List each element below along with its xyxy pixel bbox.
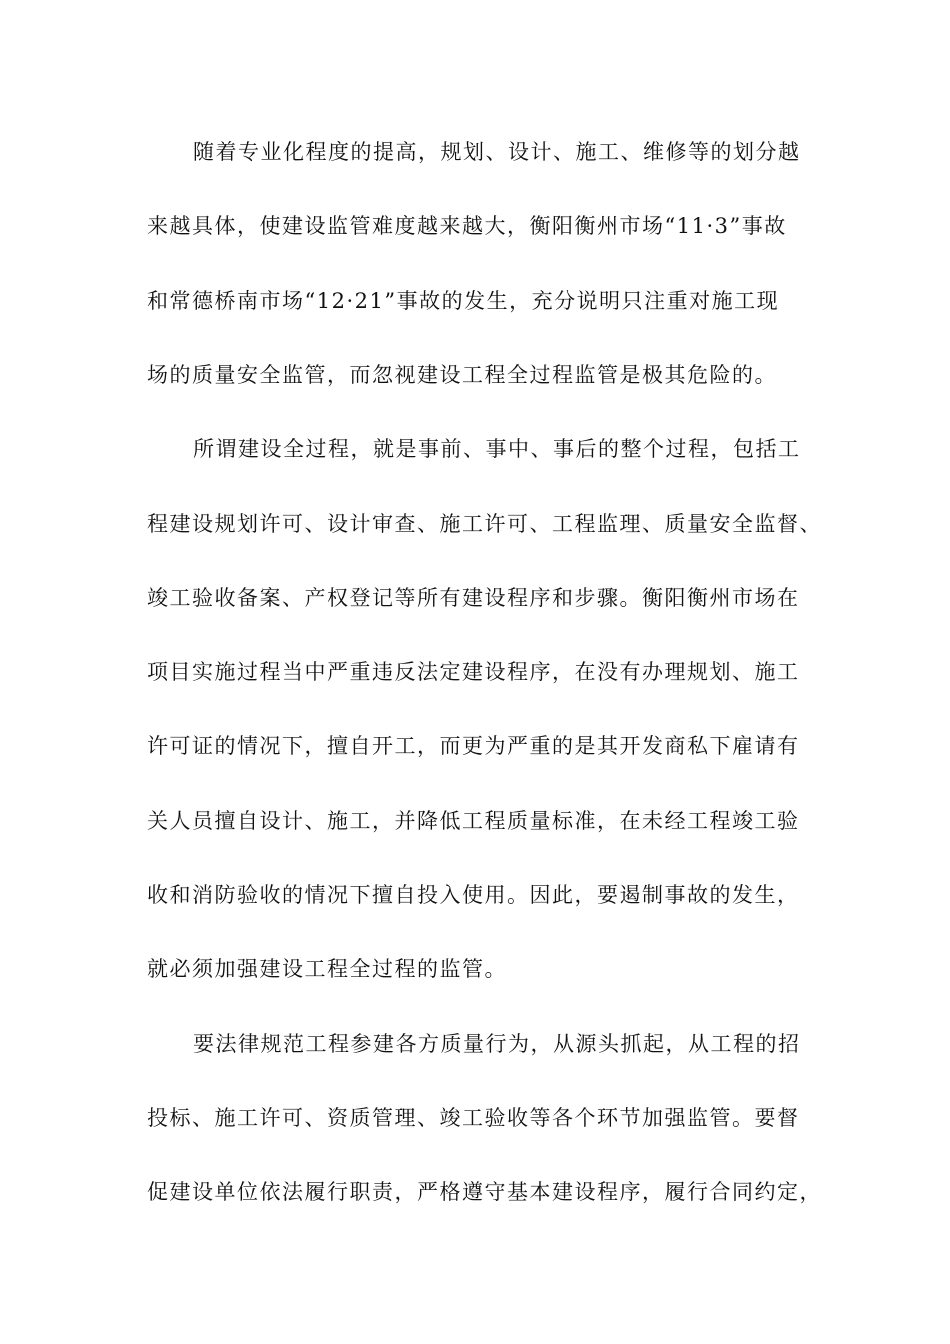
paragraph-1-line-4: 场的质量安全监管，而忽视建设工程全过程监管是极其危险的。	[147, 363, 777, 387]
paragraph-3-line-1: 要法律规范工程参建各方质量行为，从源头抓起，从工程的招	[193, 1032, 801, 1056]
paragraph-1-line-2: 来越具体，使建设监管难度越来越大，衡阳衡州市场“11·3”事故	[147, 214, 787, 238]
paragraph-2-line-2: 程建设规划许可、设计审查、施工许可、工程监理、质量安全监督、	[147, 512, 822, 536]
paragraph-1-line-3: 和常德桥南市场“12·21”事故的发生，充分说明只注重对施工现	[147, 289, 780, 313]
paragraph-3-line-3: 促建设单位依法履行职责，严格遵守基本建设程序，履行合同约定，	[147, 1180, 822, 1204]
paragraph-2-line-4: 项目实施过程当中严重违反法定建设程序，在没有办理规划、施工	[147, 660, 800, 684]
paragraph-2-line-5: 许可证的情况下，擅自开工，而更为严重的是其开发商私下雇请有	[147, 734, 800, 758]
paragraph-2-line-3: 竣工验收备案、产权登记等所有建设程序和步骤。衡阳衡州市场在	[147, 586, 800, 610]
paragraph-2-line-6: 关人员擅自设计、施工，并降低工程质量标准，在未经工程竣工验	[147, 809, 800, 833]
paragraph-2-line-8: 就必须加强建设工程全过程的监管。	[147, 957, 507, 981]
paragraph-2-line-7: 收和消防验收的情况下擅自投入使用。因此，要遏制事故的发生，	[147, 883, 800, 907]
paragraph-3-line-2: 投标、施工许可、资质管理、竣工验收等各个环节加强监管。要督	[147, 1106, 800, 1130]
paragraph-1-line-1: 随着专业化程度的提高，规划、设计、施工、维修等的划分越	[193, 140, 801, 164]
paragraph-2-line-1: 所谓建设全过程，就是事前、事中、事后的整个过程，包括工	[193, 437, 801, 461]
